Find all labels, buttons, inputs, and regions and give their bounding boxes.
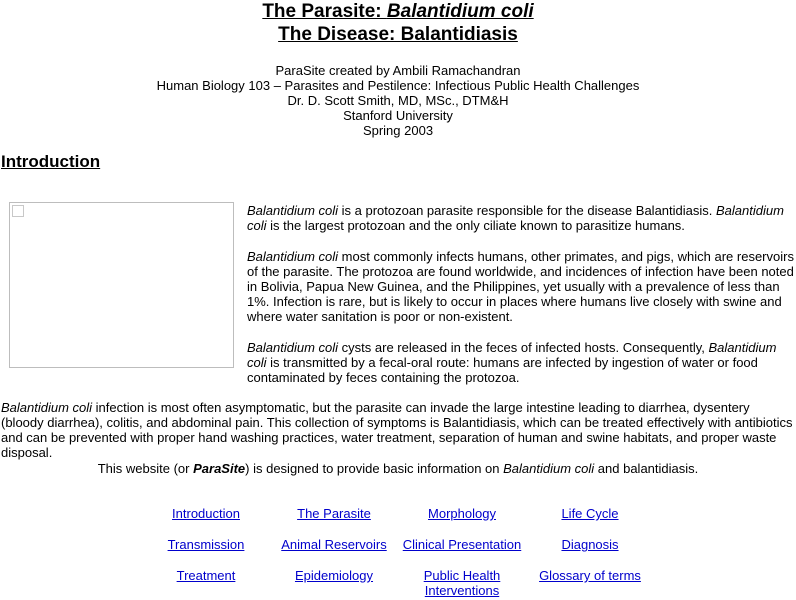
nav-link-transmission[interactable]: Transmission [167,537,245,552]
nav-link-introduction[interactable]: Introduction [172,506,240,521]
paragraph-site-purpose: This website (or ParaSite) is designed to provide basic information on Balantidium coli and balantidiasis. [97,461,699,476]
credit-university: Stanford University [343,108,453,123]
nav-link-glossary[interactable]: Glossary of terms [539,568,641,583]
paragraph-intro-4: Balantidium coli infection is most often asymptomatic, but the parasite can invade the large intestine leading to diarrhea, dysentery (bloody diarrhea), colitis, and abdominal pain. This collection of symptoms is Balantidiasis, which can be treated effectively with antibiotics and can be prevented with proper hand washing practices, water treatment, separation of human and swine habitats, and proper waste disposal. [1,400,793,460]
credit-author: ParaSite created by Ambili Ramachandran [275,63,521,78]
nav-link-the-parasite[interactable]: The Parasite [297,506,371,521]
nav-link-diagnosis[interactable]: Diagnosis [561,537,619,552]
credit-term: Spring 2003 [362,123,434,138]
nav-link-epidemiology[interactable]: Epidemiology [294,568,374,583]
paragraph-intro-1: Balantidium coli is a protozoan parasite responsible for the disease Balantidiasis. Balantidium coli is the largest protozoan and the only ciliate known to parasitize humans. [247,203,784,233]
credit-course: Human Biology 103 – Parasites and Pestilence: Infectious Public Health Challenges [156,78,640,93]
section-heading-introduction: Introduction [1,152,101,171]
nav-link-treatment[interactable]: Treatment [176,568,236,583]
page-title: The Parasite: Balantidium coli [262,1,534,22]
paragraph-intro-3: Balantidium coli cysts are released in the feces of infected hosts. Consequently, Balantidium coli is transmitted by a fecal-oral route: humans are infected by ingestion of water or food contaminated by feces containing the protozoa. [247,340,777,385]
nav-link-public-health-interventions[interactable] [402,568,522,598]
broken-image-placeholder [9,202,234,368]
credit-instructor: Dr. D. Scott Smith, MD, MSc., DTM&H [287,93,509,108]
nav-link-public-health-line-1: Public Health [423,568,501,583]
paragraph-intro-2: Balantidium coli most commonly infects humans, other primates, and pigs, which are reservoirs of the parasite. The protozoa are found worldwide, and incidences of infection have been noted in Bolivia, Papua New Guinea, and the Philippines, yet usually with a prevalence of less than 1%. Infection is rare, but is likely to occur in places where humans live closely with swine and where water sanitation is poor or non-existent. [247,249,794,324]
page-subtitle: The Disease: Balantidiasis [278,24,518,45]
nav-link-public-health-line-2: Interventions [424,583,500,598]
broken-image-icon [12,205,24,217]
nav-link-life-cycle[interactable]: Life Cycle [561,506,619,521]
nav-link-animal-reservoirs[interactable]: Animal Reservoirs [281,537,387,552]
nav-link-clinical-presentation[interactable]: Clinical Presentation [402,537,522,552]
nav-link-morphology[interactable]: Morphology [428,506,496,521]
